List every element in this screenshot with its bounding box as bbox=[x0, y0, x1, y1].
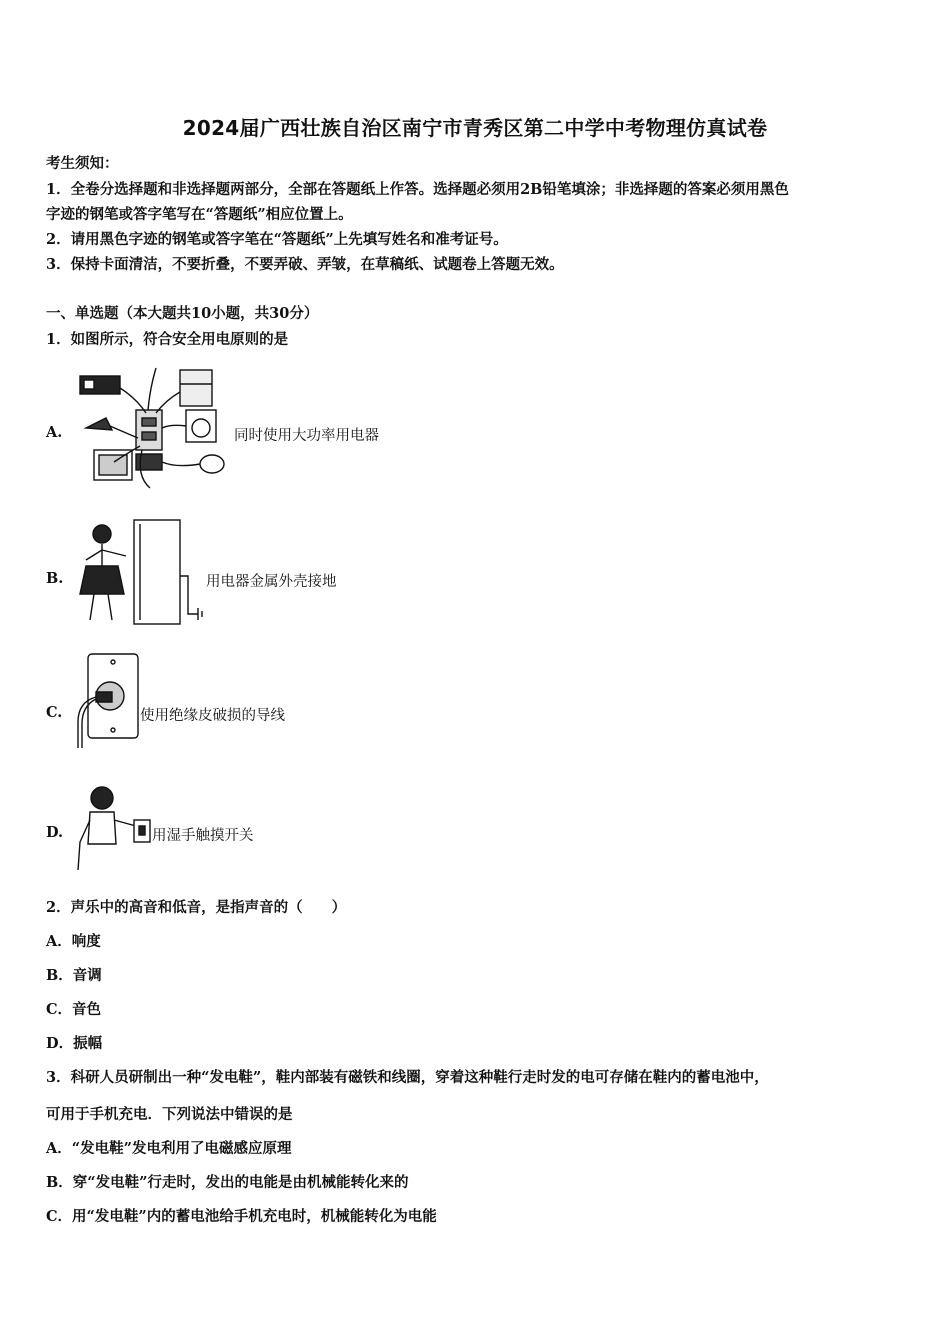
q2-option-d[interactable] bbox=[46, 1032, 102, 1053]
q2-option-d-label: D． bbox=[46, 1035, 74, 1052]
q1-option-c-label[interactable]: C. bbox=[46, 704, 63, 721]
notice-line-3: 2．请用黑色字迹的钢笔或答字笔在“答题纸”上先填写姓名和准考证号。 bbox=[46, 231, 508, 248]
q2-option-d-text: 振幅 bbox=[73, 1035, 103, 1052]
q1-option-a-label[interactable]: A. bbox=[46, 424, 63, 441]
q3-option-b-label: B． bbox=[46, 1174, 73, 1191]
section-heading: 一、单选题（本大题共10小题，共30分） bbox=[46, 305, 319, 322]
damaged-plug-picture bbox=[72, 652, 142, 750]
q2-option-c-text: 音色 bbox=[72, 1001, 102, 1018]
q2-option-a[interactable] bbox=[46, 930, 101, 951]
q3-option-b-text: 穿“发电鞋”行走时，发出的电能是由机械能转化来的 bbox=[72, 1174, 409, 1191]
question-2-stem: 2．声乐中的高音和低音，是指声音的（ ） bbox=[46, 899, 347, 916]
q1-option-c-text: 使用绝缘皮破损的导线 bbox=[140, 708, 285, 724]
girl-refrigerator-picture bbox=[72, 516, 207, 628]
q2-option-b[interactable] bbox=[46, 964, 102, 985]
q3-option-a[interactable] bbox=[46, 1137, 291, 1158]
q3-option-a-label: A． bbox=[46, 1140, 72, 1157]
q3-option-a-text: “发电鞋”发电利用了电磁感应原理 bbox=[71, 1140, 292, 1157]
q2-option-b-text: 音调 bbox=[72, 967, 102, 984]
q1-option-a-text: 同时使用大功率用电器 bbox=[234, 428, 379, 444]
question-3-stem-line-2: 可用于手机充电．下列说法中错误的是 bbox=[46, 1106, 293, 1123]
notice-heading: 考生须知： bbox=[46, 155, 119, 172]
overloaded-socket-picture bbox=[76, 358, 236, 493]
question-3-stem-line-1: 3．科研人员研制出一种“发电鞋”，鞋内部装有磁铁和线圈，穿着这种鞋行走时发的电可存储在鞋内的蓄电池中， bbox=[46, 1069, 769, 1086]
q2-option-a-label: A． bbox=[46, 933, 72, 950]
boy-switch-picture bbox=[72, 782, 154, 874]
notice-line-4: 3．保持卡面清洁，不要折叠，不要弄破、弄皱，在草稿纸、试题卷上答题无效。 bbox=[46, 256, 564, 273]
notice-line-2: 字迹的钢笔或答字笔写在“答题纸”相应位置上。 bbox=[46, 206, 353, 223]
q2-option-b-label: B． bbox=[46, 967, 73, 984]
q2-option-c[interactable] bbox=[46, 998, 101, 1019]
q3-option-c[interactable] bbox=[46, 1205, 437, 1226]
page-title: 2024届广西壮族自治区南宁市青秀区第二中学中考物理仿真试卷 bbox=[182, 116, 768, 140]
q2-option-c-label: C． bbox=[46, 1001, 73, 1018]
question-1-stem: 1．如图所示，符合安全用电原则的是 bbox=[46, 331, 289, 348]
q1-option-d-text: 用湿手触摸开关 bbox=[152, 828, 254, 844]
q1-option-b-text: 用电器金属外壳接地 bbox=[206, 574, 337, 590]
notice-line-1: 1．全卷分选择题和非选择题两部分，全部在答题纸上作答。选择题必须用2B铅笔填涂；非选择题的答案必须用黑色 bbox=[46, 181, 789, 198]
q1-option-b-label[interactable]: B. bbox=[46, 570, 64, 587]
q3-option-c-text: 用“发电鞋”内的蓄电池给手机充电时，机械能转化为电能 bbox=[72, 1208, 437, 1225]
q1-option-d-label[interactable]: D. bbox=[46, 824, 64, 841]
q2-option-a-text: 响度 bbox=[71, 933, 101, 950]
q3-option-b[interactable] bbox=[46, 1171, 408, 1192]
q3-option-c-label: C． bbox=[46, 1208, 73, 1225]
